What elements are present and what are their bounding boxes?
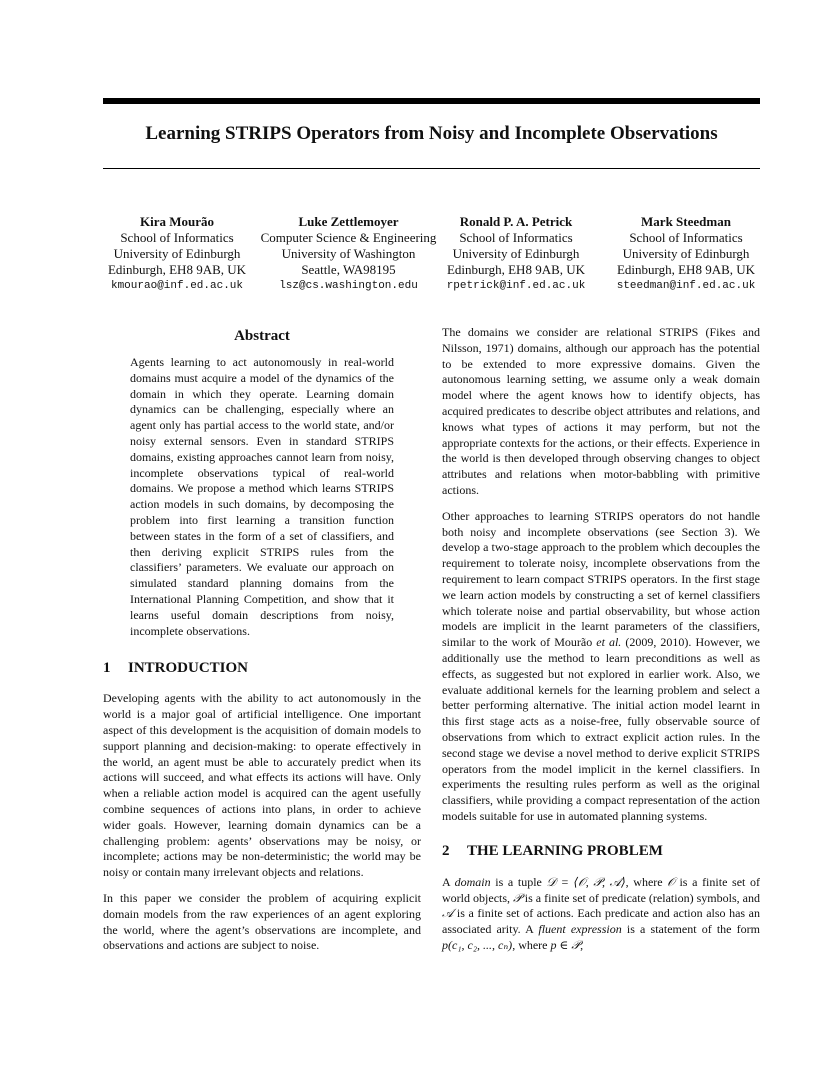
author-name: Ronald P. A. Petrick — [459, 214, 573, 229]
math-fluent-form: p(c₁, c₂, ..., cₙ) — [442, 937, 513, 952]
math-objects: 𝒪 — [667, 874, 675, 889]
author-affiliation: Computer Science & Engineering — [260, 230, 437, 245]
author-institution: University of Washington — [281, 246, 416, 261]
text-run: is a finite set of actions. Each predicate and action also has an associated arity. A — [442, 906, 760, 937]
author-2 — [252, 214, 445, 294]
author-email: kmourao@inf.ed.ac.uk — [110, 280, 244, 292]
author-block — [103, 214, 760, 296]
abstract-text: Agents learning to act autonomously in real-world domains must acquire a model of the dynamics of the domain in which they operate. Learning domain dynamics can be challenging, especially where an agent only has partial access to the world state, and/or noisy external sensors. Even in standard STRIPS domains, existing approaches cannot learn from noisy, incomplete observations typical of real-world domains. We propose a method which learns STRIPS action models in such domains, by decomposing the problem into first learning a transition function between states in the form of a set of classifiers, and then deriving explicit STRIPS rules from the classifiers’ parameters. We evaluate our approach on simulated standard planning domains from the International Planning Competition, and show that it learns useful domain descriptions from noisy, incomplete observations. — [130, 355, 394, 638]
text-run: is a tuple — [490, 874, 547, 889]
author-institution: University of Edinburgh — [622, 246, 750, 261]
author-email: steedman@inf.ed.ac.uk — [616, 280, 756, 292]
title-top-rule — [103, 98, 760, 104]
text-run: , where — [512, 937, 551, 952]
intro-paragraph-4 — [442, 509, 760, 825]
author-email: lsz@cs.washington.edu — [279, 280, 418, 292]
author-institution: University of Edinburgh — [452, 246, 580, 261]
section-number: 2 — [442, 842, 450, 859]
text-run: , — [580, 937, 584, 952]
title-bottom-rule — [103, 168, 760, 169]
intro-paragraph-4-part-b: (2009, 2010). However, we additionally use the method to learn preconditions as well as effects, as suggested but not explored in earlier work. Also, we evaluate additional kernels for the learning problem and select a better performing alternative. The initial action model learnt in this first stage acts as a noise-free, fully observable source of observations from which to extract explicit action rules. In the second stage we devise a novel method to derive explicit STRIPS operators from the model implicit in the kernel classifiers. In experiments the resulting rules perform as well as the original classifiers, while providing a compact representation of the action models suitable for use in automated planning systems. — [442, 635, 760, 823]
author-3 — [439, 214, 593, 294]
author-affiliation: School of Informatics — [120, 230, 234, 245]
author-address: Edinburgh, EH8 9AB, UK — [107, 262, 247, 277]
text-run: is a finite set of world objects, — [442, 874, 760, 905]
intro-paragraph-1: Developing agents with the ability to act autonomously in the world is a major goal of artificial intelligence. One important aspect of this development is the acquisition of domain models to support planning and decision-making: to operate effectively in the world, an agent must be able to accurately predict when its actions will succeed, and what effects its actions will have. Only when a reliable action model is acquired can the agent usefully combine sequences of actions into plans, in order to achieve wider goals. However, learning domain dynamics can be a challenging problem: agents’ observations may be noisy, or incomplete; actions may be non-deterministic; the world may be noisy or contain many irrelevant objects and relations. — [103, 691, 421, 880]
intro-paragraph-2: In this paper we consider the problem of acquiring explicit domain models from the raw experiences of an agent exploring the world, where the agent’s observations are incomplete, and observations and actions are subject to noise. — [103, 890, 421, 953]
author-institution: University of Edinburgh — [113, 246, 241, 261]
text-run: , where — [625, 874, 668, 889]
author-name: Mark Steedman — [641, 214, 731, 229]
intro-paragraph-4-part-a: Other approaches to learning STRIPS operators do not handle both noisy and incomplete observations (see Section 3). We develop a two-stage approach to the problem which decouples the requirement to tolerate noisy, incomplete observations from the requirement to learn compact STRIPS operators. In the first stage we learn action models by constructing a set of kernel classifiers which tolerate noise and partial observability, but whose action models are implicit in the learnt parameters of the classifiers, similar to the work of Mourão — [442, 508, 760, 650]
math-p-in-P: p ∈ 𝒫 — [550, 937, 581, 952]
author-affiliation: School of Informatics — [459, 230, 573, 245]
author-address: Seattle, WA98195 — [301, 262, 396, 277]
section-title: INTRODUCTION — [128, 660, 249, 677]
math-predicates: 𝒫 — [513, 890, 522, 905]
author-address: Edinburgh, EH8 9AB, UK — [616, 262, 756, 277]
text-run: is a finite set of predicate (relation) symbols, and — [521, 890, 760, 905]
author-affiliation: School of Informatics — [629, 230, 743, 245]
author-name: Kira Mourão — [139, 214, 214, 229]
section-number: 1 — [103, 660, 111, 677]
intro-paragraph-3: The domains we consider are relational STRIPS (Fikes and Nilsson, 1971) domains, although our approach has the potential to be extended to more expressive domains. Given the autonomous learning setting, we assume only a weak domain model where the agent knows how to identify objects, has acquired predicates to describe object attributes and relations, and knows what types of actions it may perform, but not the appropriate contexts for the actions, or their effects. Experience in the world is then developed through observing changes to object attributes and relations when motor-babbling with primitive actions. — [442, 325, 760, 497]
author-4 — [604, 214, 768, 294]
math-actions: 𝒜 — [442, 906, 454, 921]
term-fluent-expression: fluent expression — [538, 922, 622, 937]
author-1 — [97, 214, 257, 294]
author-email: rpetrick@inf.ed.ac.uk — [446, 280, 586, 292]
text-run: is a statement of the form — [621, 922, 760, 937]
author-address: Edinburgh, EH8 9AB, UK — [446, 262, 586, 277]
citation-etal: et al. — [596, 635, 622, 650]
term-domain: domain — [454, 874, 491, 889]
math-domain-tuple: 𝒟 = ⟨𝒪, 𝒫, 𝒜⟩ — [546, 874, 626, 889]
section-heading-learning-problem — [442, 841, 760, 861]
learning-problem-paragraph — [442, 875, 760, 954]
right-column — [442, 325, 760, 964]
author-name: Luke Zettlemoyer — [298, 214, 399, 229]
abstract-heading: Abstract — [234, 328, 290, 344]
section-title: THE LEARNING PROBLEM — [467, 842, 663, 859]
text-run: A — [442, 874, 455, 889]
paper-title: Learning STRIPS Operators from Noisy and Incomplete Observations — [145, 123, 718, 144]
left-column — [103, 325, 421, 964]
section-heading-introduction — [103, 658, 421, 678]
